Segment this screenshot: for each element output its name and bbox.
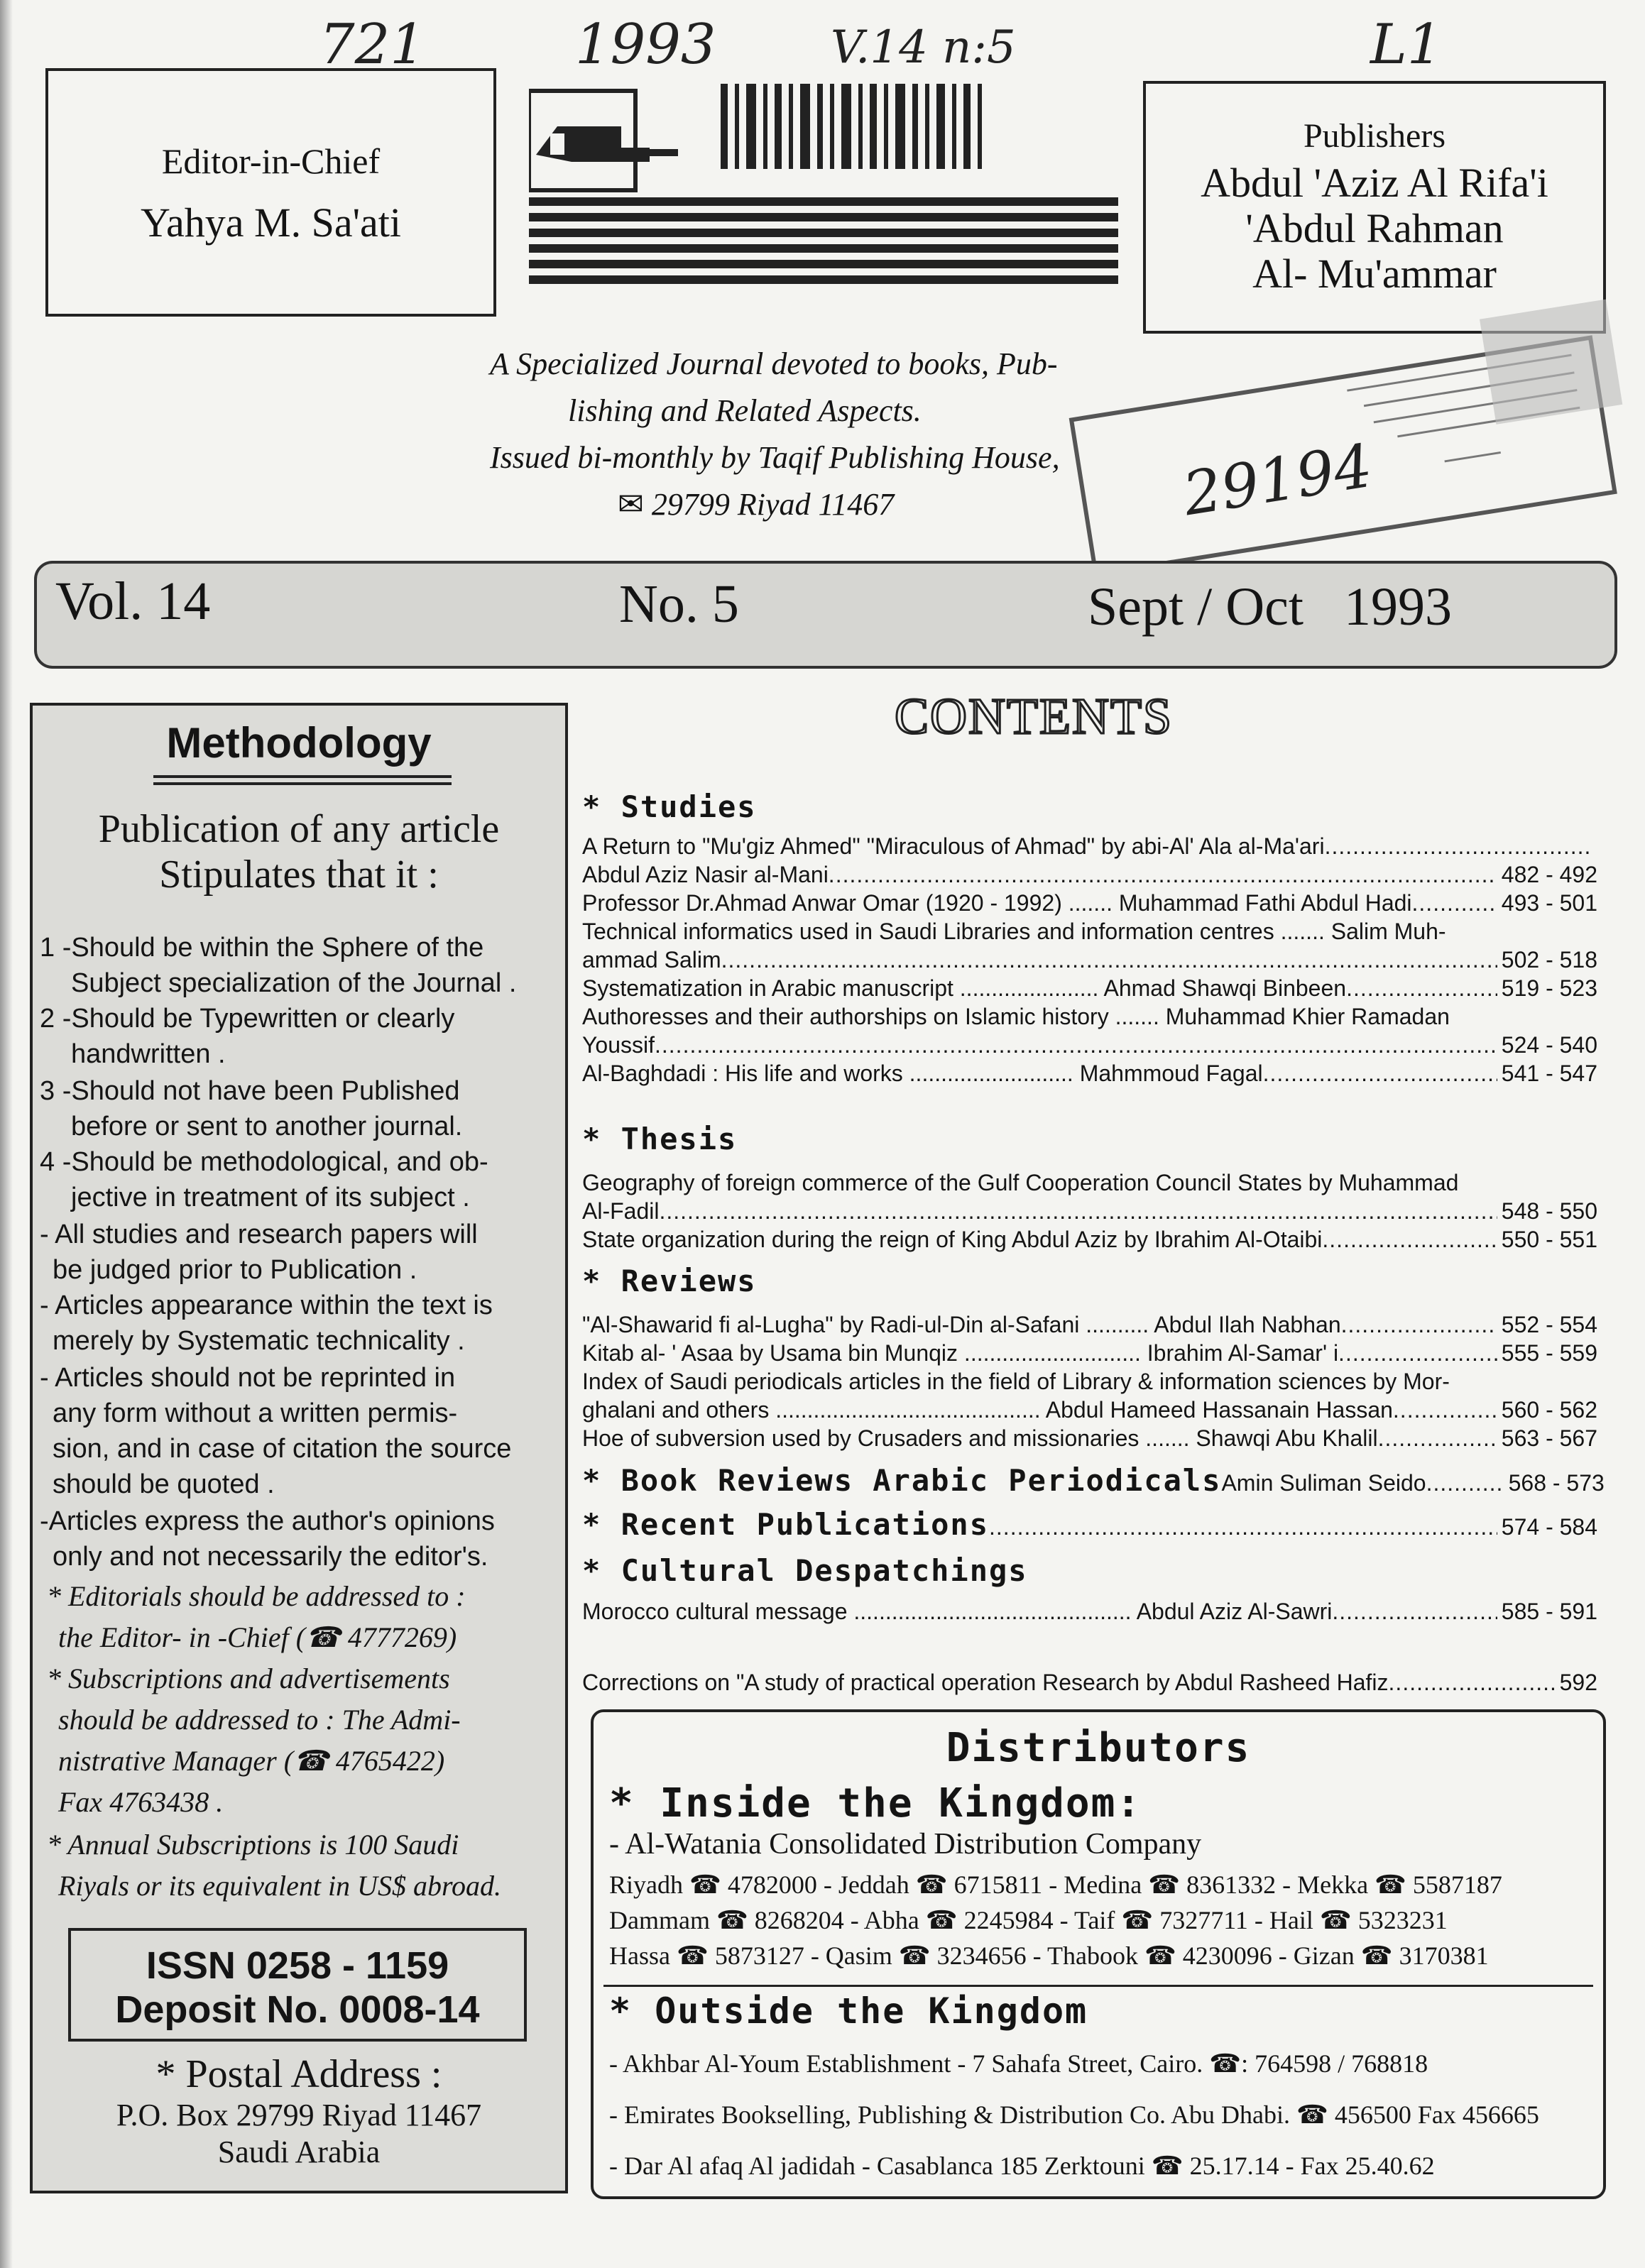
note-line: Riyals or its equivalent in US$ abroad. <box>58 1870 502 1902</box>
note-line: * Annual Subscriptions is 100 Saudi <box>47 1829 459 1861</box>
entry-pages <box>1450 1367 1454 1396</box>
contents-entry <box>582 1668 1597 1697</box>
reviews-list <box>582 1310 1597 1452</box>
stamp-number: 29194 <box>1178 430 1377 530</box>
section-thesis: * Thesis <box>582 1122 738 1156</box>
section-reviews: * Reviews <box>582 1264 757 1298</box>
distributors-box <box>591 1709 1606 2199</box>
deposit-number: Deposit No. 0008-14 <box>115 1988 480 2031</box>
entry-text: Morocco cultural message ............................................ Abdul Aziz Al-Sawri <box>582 1599 1333 1624</box>
rule-line: sion, and in case of citation the source <box>53 1434 512 1464</box>
entry-pages <box>1458 1168 1463 1197</box>
entry-pages <box>1450 1002 1454 1031</box>
title-underline <box>153 782 452 785</box>
rule-line: 1 -Should be within the Sphere of the <box>40 933 484 963</box>
contents-entry <box>582 1002 1597 1031</box>
outside-distributor-line: - Emirates Bookselling, Publishing & Distribution Co. Abu Dhabi. ☎ 456500 Fax 456665 <box>609 2100 1539 2129</box>
city-phone-line: Riyadh ☎ 4782000 - Jeddah ☎ 6715811 - Medina ☎ 8361332 - Mekka ☎ 5587187 <box>609 1870 1502 1899</box>
entry-pages: 568 - 573 <box>1508 1470 1605 1496</box>
rule-line: before or sent to another journal. <box>71 1112 463 1141</box>
rule-line: only and not necessarily the editor's. <box>53 1542 488 1572</box>
envelope-icon: ✉ <box>618 487 644 522</box>
entry-pages <box>1593 832 1597 860</box>
entry-text: State organization during the reign of King Abdul Aziz by Ibrahim Al-Otaibi <box>582 1227 1323 1252</box>
binding-shadow <box>0 0 13 2268</box>
inside-kingdom-heading: * Inside the Kingdom: <box>609 1780 1142 1826</box>
rule-line: 2 -Should be Typewritten or clearly <box>40 1004 455 1034</box>
contents-entry <box>582 1197 1597 1225</box>
handwritten-year: 1993 <box>575 13 716 77</box>
postal-line: P.O. Box 29799 Riyad 11467 <box>116 2098 482 2132</box>
entry-text: Amin Suliman Seido <box>1221 1470 1426 1496</box>
contents-entry <box>582 1424 1597 1452</box>
entry-pages: 574 - 584 <box>1501 1514 1597 1540</box>
contents-title: CONTENTS <box>895 688 1173 745</box>
title-underline <box>153 775 452 778</box>
rule-line: 4 -Should be methodological, and ob- <box>40 1147 488 1177</box>
contents-entry <box>582 974 1597 1002</box>
entry-text: Abdul Aziz Nasir al-Mani <box>582 862 829 887</box>
entry-text: Professor Dr.Ahmad Anwar Omar (1920 - 1992) ....... Muhammad Fathi Abdul Hadi <box>582 890 1412 916</box>
entry-pages: 519 - 523 <box>1501 975 1597 1001</box>
outside-distributor-line: - Akhbar Al-Youm Establishment - 7 Sahafa Street, Cairo. ☎: 764598 / 768818 <box>609 2049 1428 2078</box>
entry-text: "Al-Shawarid fi al-Lugha" by Radi-ul-Din al-Safani .......... Abdul Ilah Nabhan <box>582 1312 1341 1337</box>
publishers-box <box>1143 81 1606 334</box>
contents-entry <box>582 860 1597 889</box>
entry-text: Corrections on "A study of practical operation Research by Abdul Rasheed Hafiz <box>582 1670 1389 1695</box>
contents-entry <box>582 1225 1597 1254</box>
entry-text: Geography of foreign commerce of the Gulf Cooperation Council States by Muhammad <box>582 1170 1459 1195</box>
entry-text: ghalani and others .......................................... Abdul Hameed Hassanain Hassan <box>582 1397 1393 1423</box>
note-line: Fax 4763438 . <box>58 1786 224 1818</box>
contents-entry <box>582 1310 1597 1339</box>
entry-text: Systematization in Arabic manuscript ...................... Ahmad Shawqi Binbeen <box>582 975 1347 1001</box>
studies-list <box>582 832 1597 1088</box>
contents-entry <box>582 1339 1597 1367</box>
contents-entry <box>582 1168 1597 1197</box>
editor-name: Yahya M. Sa'ati <box>140 199 402 246</box>
contents-entry <box>582 917 1597 946</box>
entry-pages: 493 - 501 <box>1501 890 1597 916</box>
note-line: the Editor- in -Chief (☎ 4777269) <box>58 1621 457 1653</box>
tagline-line: lishing and Related Aspects. <box>568 393 922 428</box>
tagline-address: 29799 Riyad 11467 <box>651 487 895 522</box>
entry-pages: 541 - 547 <box>1501 1061 1597 1086</box>
rule-line: be judged prior to Publication . <box>53 1255 417 1285</box>
contents-entry <box>582 946 1597 974</box>
entry-text: Kitab al- ' Asaa by Usama bin Munqiz ............................ Ibrahim Al-Samar' i <box>582 1340 1339 1366</box>
entry-pages: 585 - 591 <box>1501 1599 1597 1624</box>
thesis-list <box>582 1168 1597 1254</box>
logo-barcode-title <box>529 84 1118 284</box>
entry-pages: 592 <box>1559 1670 1597 1695</box>
entry-pages: 550 - 551 <box>1501 1227 1597 1252</box>
section-cultural: * Cultural Despatchings <box>582 1553 1028 1588</box>
handwritten-number: 721 <box>319 13 425 77</box>
rule-line: should be quoted . <box>53 1469 275 1499</box>
rule-line: - Articles appearance within the text is <box>40 1291 493 1320</box>
editor-label: Editor-in-Chief <box>161 141 381 181</box>
entry-pages: 524 - 540 <box>1501 1032 1597 1058</box>
contents-entry <box>582 1031 1597 1059</box>
publishers-label: Publishers <box>1303 117 1445 155</box>
entry-pages: 552 - 554 <box>1501 1312 1597 1337</box>
entry-text: ammad Salim <box>582 947 721 973</box>
publisher-line: Al- Mu'ammar <box>1252 251 1497 297</box>
issn-number: ISSN 0258 - 1159 <box>146 1944 449 1987</box>
book-reviews-row <box>582 1463 1605 1498</box>
entry-pages: 555 - 559 <box>1501 1340 1597 1366</box>
distribution-company: - Al-Watania Consolidated Distribution Company <box>609 1828 1202 1861</box>
recent-row <box>582 1507 1597 1542</box>
contents-entry <box>582 1597 1597 1626</box>
tagline-line: A Specialized Journal devoted to books, Pub- <box>490 346 1058 381</box>
contents-entry <box>582 889 1597 917</box>
library-stamp <box>1058 291 1645 603</box>
entry-text: Al-Fadil <box>582 1198 660 1224</box>
note-line: should be addressed to : The Admi- <box>58 1704 461 1736</box>
corrections-list <box>582 1668 1597 1697</box>
entry-pages: 563 - 567 <box>1501 1425 1597 1451</box>
rule-line: - All studies and research papers will <box>40 1220 478 1249</box>
contents-entry <box>582 1059 1597 1088</box>
rule-line: - Articles should not be reprinted in <box>40 1363 456 1393</box>
entry-text: Youssif <box>582 1032 655 1058</box>
volume-label: Vol. 14 <box>55 571 211 631</box>
rule-line: Subject specialization of the Journal . <box>71 968 517 998</box>
publisher-line: 'Abdul Rahman <box>1245 205 1504 251</box>
city-phone-line: Dammam ☎ 8268204 - Abha ☎ 2245984 - Taif ☎ 7327711 - Hail ☎ 5323231 <box>609 1906 1448 1934</box>
divider <box>603 1985 1593 1987</box>
issue-date: Sept / Oct 1993 <box>1088 577 1452 637</box>
entry-text: Index of Saudi periodicals articles in the field of Library & information sciences by Mor- <box>582 1369 1450 1394</box>
entry-text: Authoresses and their authorships on Islamic history ....... Muhammad Khier Ramadan <box>582 1004 1450 1029</box>
rule-line: any form without a written permis- <box>53 1398 458 1428</box>
outside-kingdom-heading: * Outside the Kingdom <box>609 1990 1088 2032</box>
tagline-line: Issued bi-monthly by Taqif Publishing House, <box>490 440 1060 475</box>
handwritten-volume: V.14 n:5 <box>831 21 1016 74</box>
entry-text: A Return to "Mu'giz Ahmed" "Miraculous of Ahmad" by abi-Al' Ala al-Ma'ari <box>582 833 1325 859</box>
entry-pages: 548 - 550 <box>1501 1198 1597 1224</box>
publisher-line: Abdul 'Aziz Al Rifa'i <box>1201 160 1548 206</box>
section-book-reviews: * Book Reviews Arabic Periodicals <box>582 1463 1222 1498</box>
handwritten-code: L1 <box>1370 13 1443 77</box>
entry-pages: 502 - 518 <box>1501 947 1597 973</box>
pointing-hand-book-icon <box>529 91 678 190</box>
entry-pages: 560 - 562 <box>1501 1397 1597 1423</box>
outside-distributor-line: - Dar Al afaq Al jadidah - Casablanca 185 Zerktouni ☎ 25.17.14 - Fax 25.40.62 <box>609 2152 1435 2180</box>
rule-line: handwritten . <box>71 1039 226 1069</box>
section-recent: * Recent Publications <box>582 1507 990 1542</box>
entry-pages: 482 - 492 <box>1501 862 1597 887</box>
entry-pages <box>1446 917 1450 946</box>
rule-line: -Articles express the author's opinions <box>40 1506 495 1536</box>
editor-box <box>45 68 496 317</box>
methodology-box <box>30 703 568 2193</box>
journal-logo <box>529 84 1118 297</box>
entry-text: Al-Baghdadi : His life and works .......................... Mahmmoud Fagal <box>582 1061 1263 1086</box>
distributors-title: Distributors <box>946 1725 1251 1771</box>
methodology-subtitle: Stipulates that it : <box>159 853 439 897</box>
entry-text: Technical informatics used in Saudi Libraries and information centres ....... Salim Muh- <box>582 919 1446 944</box>
postal-line: Saudi Arabia <box>217 2135 381 2169</box>
rule-line: jective in treatment of its subject . <box>71 1183 470 1212</box>
note-line: nistrative Manager (☎ 4765422) <box>58 1745 445 1777</box>
contents-entry <box>582 832 1597 860</box>
contents-entry <box>582 1396 1597 1424</box>
methodology-title: Methodology <box>166 719 432 767</box>
issue-bar <box>34 561 1617 669</box>
entry-text: Hoe of subversion used by Crusaders and missionaries ....... Shawqi Abu Khalil <box>582 1425 1378 1451</box>
methodology-subtitle: Publication of any article <box>98 807 500 851</box>
issn-box <box>68 1928 527 2042</box>
postal-title: * Postal Address : <box>155 2052 442 2096</box>
rule-line: merely by Systematic technicality . <box>53 1326 465 1356</box>
section-studies: * Studies <box>582 789 757 824</box>
note-line: * Editorials should be addressed to : <box>47 1580 466 1612</box>
rule-line: 3 -Should not have been Published <box>40 1076 460 1106</box>
contents-entry <box>582 1367 1597 1396</box>
city-phone-line: Hassa ☎ 5873127 - Qasim ☎ 3234656 - Thabook ☎ 4230096 - Gizan ☎ 3170381 <box>609 1941 1489 1970</box>
note-line: * Subscriptions and advertisements <box>47 1662 450 1694</box>
cultural-list <box>582 1597 1597 1626</box>
issue-number: No. 5 <box>619 574 739 634</box>
